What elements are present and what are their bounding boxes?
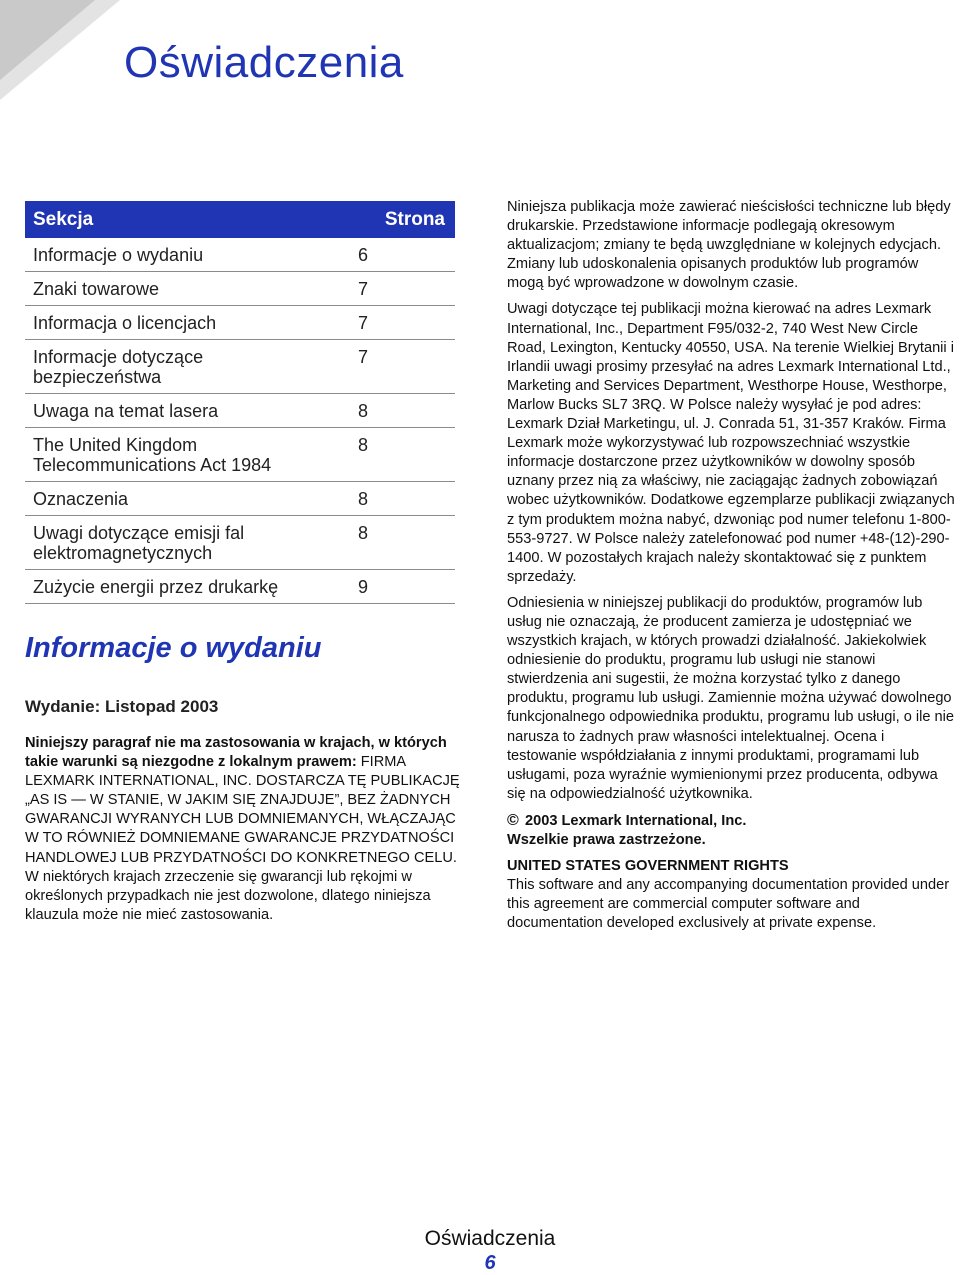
- page-title: Oświadczenia: [124, 38, 404, 87]
- toc-col-section: Sekcja: [33, 208, 94, 230]
- paragraph-contact: Uwagi dotyczące tej publikacji można kierować na adres Lexmark International, Inc., Department F95/032-2, 740 West New Circle Road, Lexington, Kentucky 40550, USA. Na terenie Wielkiej Brytanii i Irlandii uwagi prosimy przesyłać na adres Lexmark International Ltd., Marketing and Services Department, Westhorpe House, Westhorpe, Marlow Bucks SL7 3RQ. W Polsce należy wysyłać je pod adres: Lexmark Dział Marketingu, ul. J. Conrada 51, 31-357 Kraków. Firma Lexmark może wykorzystywać lub rozpowszechniać wszystkie informacje dostarczone przez użytkowników w dowolny sposób uznany przez nią za właściwy, nie zaciągając żadnych zobowiązań wobec użytkowników. Dodatkowe egzemplarze publikacji związanych z tym produktem można nabyć, dzwoniąc pod numer telefonu 1-800-553-9727. W Polsce należy zatelefonować pod numer +48-(12)-290-1400. W pozostałych krajach należy skontaktować się z punktem sprzedaży.: [507, 301, 955, 585]
- toc-row-label: Oznaczenia: [33, 489, 129, 509]
- toc-row-page: 6: [358, 245, 369, 265]
- copyright-icon: ©: [507, 811, 519, 829]
- footer-title: Oświadczenia: [424, 1227, 556, 1250]
- toc-row: [25, 394, 455, 428]
- section-heading: Informacje o wydaniu: [25, 632, 322, 664]
- toc-row-page: 8: [358, 489, 369, 509]
- us-rights-text: This software and any accompanying documentation provided under this agreement are commercial computer software and documentation developed exclusively at private expense.: [507, 877, 950, 932]
- toc-row: [25, 272, 455, 306]
- copyright-line: [507, 811, 955, 831]
- toc-row-page: 7: [358, 347, 369, 367]
- toc-col-page: Strona: [384, 208, 445, 230]
- toc-row: [25, 516, 455, 570]
- paragraph-errata: Niniejsza publikacja może zawierać nieścisłości techniczne lub błędy drukarskie. Przedstawione informacje podlegają okresowym aktualizacjom; zmiany te będą uwzględniane w kolejnych edycjach. Zmiany lub udoskonalenia opisanych produktów lub programów mogą być wprowadzone w dowolnym czasie.: [507, 199, 951, 292]
- toc-header: [25, 201, 455, 238]
- toc-row-label: Informacje dotyczące bezpieczeństwa: [33, 347, 204, 387]
- toc-row-label: Uwaga na temat lasera: [33, 401, 219, 421]
- toc-row-label: Uwagi dotyczące emisji fal elektromagnetycznych: [33, 523, 245, 563]
- edition-line: Wydanie: Listopad 2003: [25, 697, 219, 716]
- toc-row-page: 7: [358, 279, 369, 299]
- toc-row: [25, 306, 455, 340]
- toc-row-page: 8: [358, 401, 369, 421]
- toc-row-label: Informacje o wydaniu: [33, 245, 204, 265]
- right-column: [507, 198, 955, 933]
- rights-line: Wszelkie prawa zastrzeżone.: [507, 832, 706, 848]
- toc-row-page: 7: [358, 313, 369, 333]
- warranty-notice: [25, 734, 470, 925]
- toc-row: [25, 238, 455, 272]
- toc-table: [25, 201, 455, 604]
- toc-row-label: Zużycie energii przez drukarkę: [33, 577, 279, 597]
- us-rights-heading: UNITED STATES GOVERNMENT RIGHTS: [507, 858, 789, 875]
- notice-text: FIRMA LEXMARK INTERNATIONAL, INC. DOSTARCZA TĘ PUBLIKACJĘ „AS IS — W STANIE, W JAKIM SIĘ ZNAJDUJE”, BEZ ŻADNYCH GWARANCJI WYRANYCH LUB DOMNIEMANYCH, WŁĄCZAJĄC W TO RÓWNIEŻ DOMNIEMANE GWARANCJE PRZYDATNOŚCI HANDLOWEJ LUB PRZYDATNOŚCI DO KONKRETNEGO CELU. W niektórych krajach zrzeczenie się gwarancji lub rękojmi w określonych przypadkach nie jest dozwolone, dlatego niniejsza klauzula może nie mieć zastosowania.: [25, 754, 460, 923]
- toc-row: [25, 340, 455, 394]
- toc-row: [25, 428, 455, 482]
- copyright-text: 2003 Lexmark International, Inc.: [525, 812, 747, 829]
- toc-row-label: The United Kingdom Telecommunications Act 1984: [33, 435, 272, 475]
- corner-decoration: [0, 0, 130, 110]
- paragraph-references: Odniesienia w niniejszej publikacji do produktów, programów lub usług nie oznaczają, że producent zamierza je udostępniać we wszystkich krajach, w których prowadzi działalność. Jakiekolwiek odniesienie do produktu, programu lub usługi nie stanowi stwierdzenia ani sugestii, że można korzystać tylko z danego produktu, programu lub usługi. Zamiennie można używać dowolnego funkcjonalnego odpowiednika produktu, programu lub usługi, o ile nie narusza to żadnych praw własności intelektualnej. Ocena i testowanie współdziałania z innymi produktami, programami lub usługami, poza wyraźnie wymienionymi przez producenta, odbywa się na odpowiedzialność użytkownika.: [507, 594, 955, 802]
- toc-row-label: Informacja o licencjach: [33, 313, 217, 333]
- toc-row: [25, 482, 455, 516]
- notice-bold: Niniejszy paragraf nie ma zastosowania w krajach, w których takie warunki są niezgodne z lokalnym prawem:: [25, 735, 447, 771]
- toc-row-page: 8: [358, 435, 369, 455]
- footer-page-number: 6: [484, 1252, 496, 1274]
- toc-row-label: Znaki towarowe: [33, 279, 160, 299]
- toc-row-page: 8: [358, 523, 369, 543]
- toc-row-page: 9: [358, 577, 369, 597]
- toc-row: [25, 570, 455, 604]
